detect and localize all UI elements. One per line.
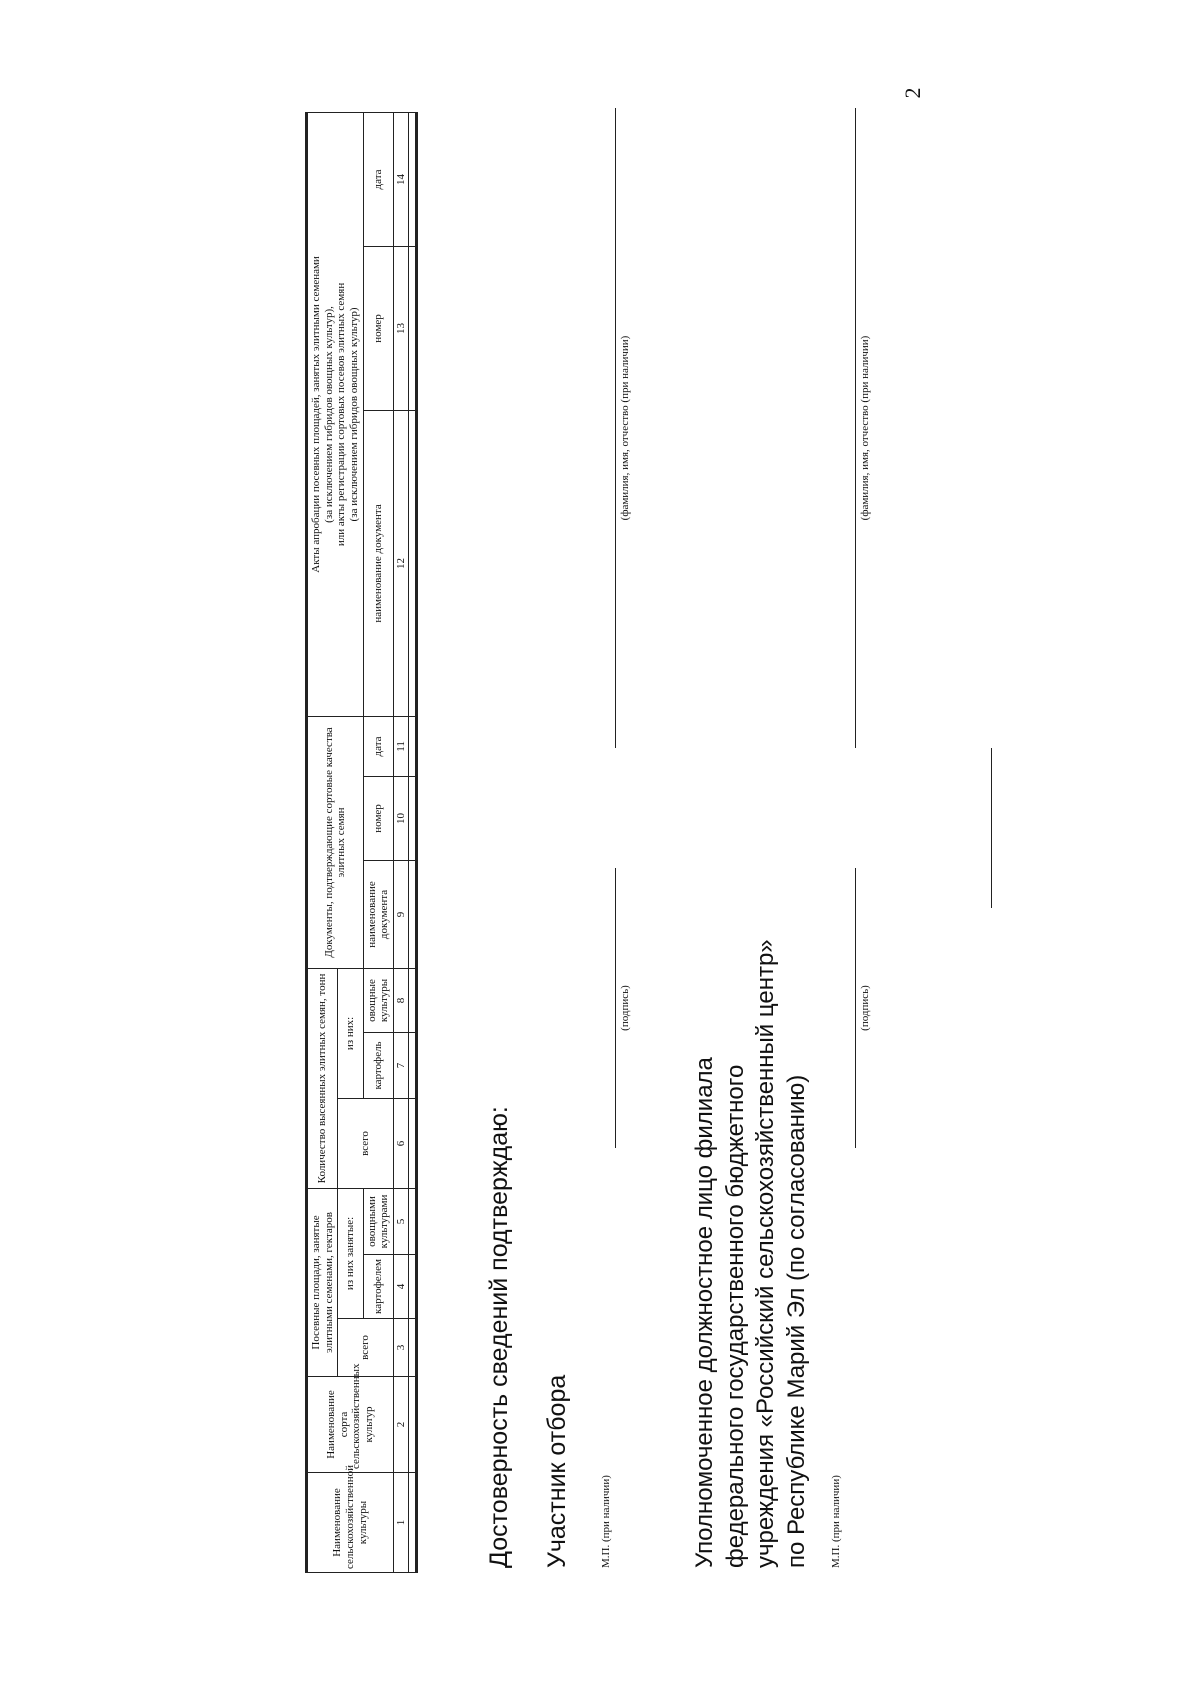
participant-name-line [615,108,616,748]
column-number: 14 [393,112,409,246]
official-name-line [855,108,856,748]
participant-stamp-note: М.П. (при наличии) [600,1475,612,1568]
closing-rule [991,748,992,908]
confirmation-statement: Достоверность сведений подтверждаю: [485,1106,513,1568]
column-number: 9 [393,860,409,968]
column-number: 5 [393,1188,409,1254]
header-qty-sub: из них: [338,968,363,1098]
column-number-row [393,112,409,1572]
header-acts-number: номер [363,246,393,410]
participant-title: Участник отбора [543,1374,571,1568]
participant-signature-caption: (подпись) [619,985,631,1031]
header-quantity-group: Количество высеянных элитных семян, тонн [307,968,338,1188]
official-signature-caption: (подпись) [859,985,871,1031]
authorized-official-title [690,939,813,1568]
column-number: 6 [393,1098,409,1188]
header-documents-group: Документы, подтверждающие сортовые качества элитных семян [307,716,364,968]
official-name-caption: (фамилия, имя, отчество (при наличии) [859,335,871,521]
elite-seeds-table [305,112,418,1573]
header-area-group: Посевные площади, занятые элитными семенами, гектаров [307,1188,338,1376]
header-crop-name: Наименование сельскохозяйственной культуры [307,1473,394,1573]
header-area-vegetables: овощными культурами [363,1188,393,1254]
header-area-sub: из них занятые: [338,1188,363,1318]
header-qty-potato: картофель [363,1032,393,1098]
official-signature-line [855,868,856,1148]
header-acts-name: наименование документа [363,410,393,716]
official-line: по Республике Марий Эл (по согласованию) [783,1074,811,1568]
official-stamp-note: М.П. (при наличии) [830,1475,842,1568]
header-acts-line-2: (за исключением гибридов овощных культур), [322,306,335,523]
column-number: 2 [393,1377,409,1473]
header-qty-vegetables: овощные культуры [363,968,393,1032]
header-acts-line-4: (за исключением гибридов овощных культур) [347,307,360,522]
column-number: 8 [393,968,409,1032]
column-number: 10 [393,776,409,860]
empty-data-row [409,112,417,1572]
column-number: 12 [393,410,409,716]
header-acts-group [307,112,364,716]
header-docs-name: наименование документа [363,860,393,968]
header-docs-number: номер [363,776,393,860]
participant-signature-line [615,868,616,1148]
column-number: 11 [393,716,409,776]
header-acts-date: дата [363,112,393,246]
official-line: Уполномоченное должностное лицо филиала [691,1057,718,1568]
column-number: 3 [393,1319,409,1377]
header-variety-name: Наименование сорта сельскохозяйственных культур [307,1377,394,1473]
rotated-form [100,68,1100,1628]
header-docs-date: дата [363,716,393,776]
official-line: федерального государственного бюджетного [721,1064,749,1568]
header-area-total: всего [338,1319,394,1377]
column-number: 4 [393,1255,409,1319]
page-number: 2 [900,87,925,99]
column-number: 13 [393,246,409,410]
header-acts-line-3: или акты регистрации сортовых посевов элитных семян [335,282,348,547]
column-number: 7 [393,1032,409,1098]
column-number: 1 [393,1473,409,1573]
header-area-potato: картофелем [363,1255,393,1319]
header-acts-line-1: Акты апробации посевных площадей, занятых элитными семенами [310,256,322,573]
header-qty-total: всего [338,1098,394,1188]
official-line: учреждения «Российский сельскохозяйственный центр» [752,939,780,1568]
participant-name-caption: (фамилия, имя, отчество (при наличии) [619,335,631,521]
